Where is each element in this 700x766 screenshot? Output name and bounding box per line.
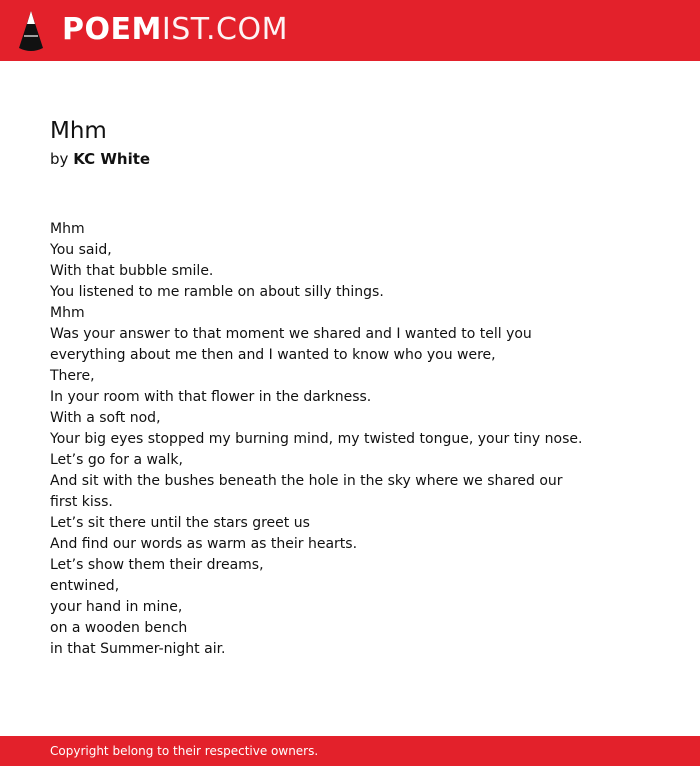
site-logo[interactable] [62, 12, 288, 48]
poem-line: on a wooden bench [50, 620, 188, 636]
poem-line: There, [50, 368, 95, 384]
poem-line: And find our words as warm as their hearts. [50, 536, 358, 552]
author-name: KC White [73, 150, 151, 168]
poem-line: In your room with that flower in the darkness. [50, 389, 372, 405]
poem-line: With that bubble smile. [50, 263, 214, 279]
poem-line: With a soft nod, [50, 410, 161, 426]
poem-line: your hand in mine, [50, 599, 183, 615]
poem-line: You said, [50, 242, 112, 258]
poem-line: Let’s go for a walk, [50, 452, 183, 468]
poem-line: in that Summer-night air. [50, 641, 226, 657]
byline [50, 149, 150, 169]
poem-line: Was your answer to that moment we shared and I wanted to tell you [50, 326, 532, 342]
poem-line: And sit with the bushes beneath the hole in the sky where we shared our [50, 473, 563, 489]
site-footer [0, 736, 700, 766]
poem-line: Let’s show them their dreams, [50, 557, 264, 573]
poem-line: entwined, [50, 578, 120, 594]
poem-line: Let’s sit there until the stars greet us [50, 515, 310, 531]
by-label: by [50, 150, 69, 168]
pencil-tip-icon[interactable] [18, 10, 44, 52]
poem-line: first kiss. [50, 494, 113, 510]
poem-line: everything about me then and I wanted to know who you were, [50, 347, 496, 363]
logo-bold-text: POEM [62, 12, 162, 47]
copyright-text: Copyright belong to their respective owners. [50, 744, 319, 758]
poem-line: Your big eyes stopped my burning mind, my twisted tongue, your tiny nose. [50, 431, 583, 447]
poem-line: You listened to me ramble on about silly things. [50, 284, 384, 300]
poem-line: Mhm [50, 305, 85, 321]
poem-body [50, 219, 650, 660]
site-header [0, 0, 700, 61]
poem-line: Mhm [50, 221, 85, 237]
logo-light-text: IST.COM [161, 12, 288, 47]
poem-title: Mhm [50, 118, 107, 144]
